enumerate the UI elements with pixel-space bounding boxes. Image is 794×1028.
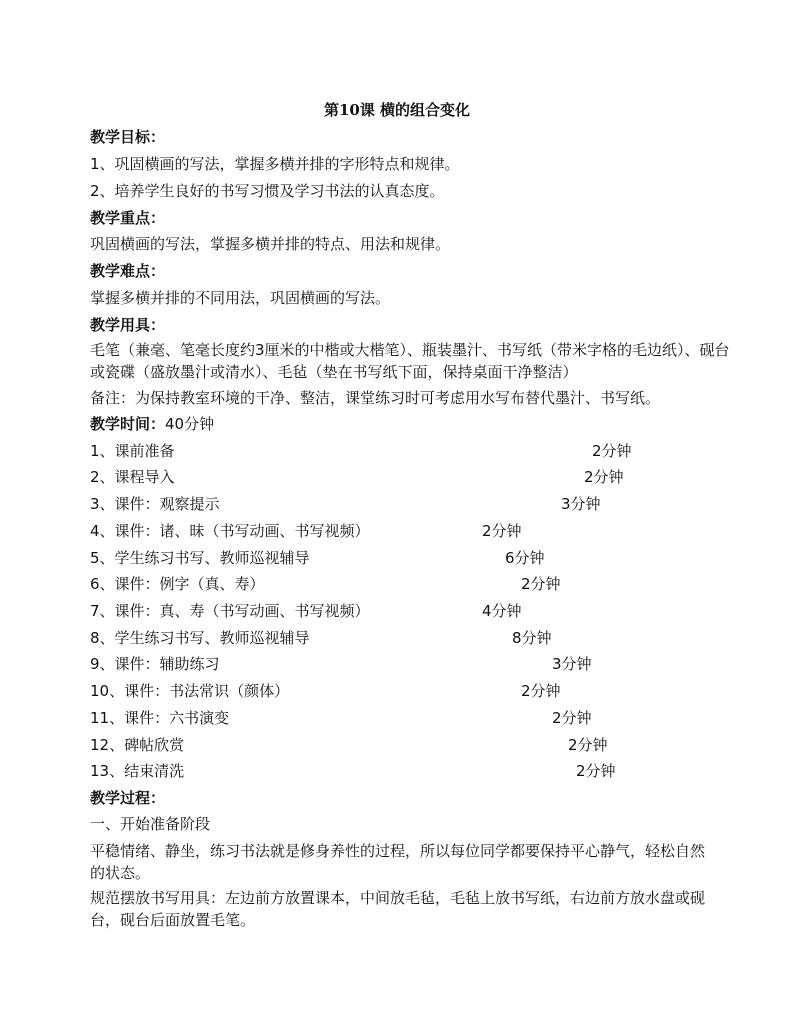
objective-item-1: 1、巩固横画的写法，掌握多横并排的字形特点和规律。 — [90, 155, 460, 173]
schedule-duration: 8分钟 — [512, 629, 552, 647]
schedule-duration: 2分钟 — [584, 468, 624, 486]
difficulties-heading: 教学难点： — [90, 262, 166, 280]
objective-item-2: 2、培养学生良好的书写习惯及学习书法的认真态度。 — [90, 182, 445, 200]
schedule-duration: 2分钟 — [568, 736, 608, 754]
schedule-step: 10、课件：书法常识（颜体） — [90, 682, 290, 700]
schedule-step: 11、课件：六书演变 — [90, 709, 230, 727]
schedule-duration: 2分钟 — [592, 442, 632, 460]
schedule-step: 5、学生练习书写、教师巡视辅导 — [90, 549, 310, 567]
time-line — [90, 415, 214, 433]
schedule-step: 8、学生练习书写、教师巡视辅导 — [90, 629, 310, 647]
schedule-duration: 3分钟 — [552, 655, 592, 673]
schedule-duration: 2分钟 — [482, 522, 522, 540]
time-heading: 教学时间： — [90, 415, 166, 433]
schedule-duration: 2分钟 — [576, 762, 616, 780]
time-value: 40分钟 — [165, 415, 215, 433]
schedule-duration: 3分钟 — [561, 495, 601, 513]
difficulties-text: 掌握多横并排的不同用法，巩固横画的写法。 — [90, 289, 391, 307]
schedule-step: 9、课件：辅助练习 — [90, 655, 220, 673]
process-stage-title: 一、开始准备阶段 — [90, 815, 211, 833]
schedule-step: 13、结束清洗 — [90, 762, 185, 780]
schedule-step: 3、课件：观察提示 — [90, 495, 220, 513]
key-points-text: 巩固横画的写法，掌握多横并排的特点、用法和规律。 — [90, 235, 451, 253]
schedule-duration: 2分钟 — [552, 709, 592, 727]
schedule-step: 7、课件：真、寿（书写动画、书写视频） — [90, 602, 370, 620]
schedule-step: 6、课件：例字（真、寿） — [90, 575, 265, 593]
process-heading: 教学过程： — [90, 789, 166, 807]
schedule-step: 12、碑帖欣赏 — [90, 736, 185, 754]
lesson-title: 第10课 横的组合变化 — [323, 101, 471, 119]
tools-note: 备注：为保持教室环境的干净、整洁，课堂练习时可考虑用水写布替代墨汁、书写纸。 — [90, 389, 661, 407]
tools-heading: 教学用具： — [90, 316, 166, 334]
schedule-duration: 2分钟 — [521, 682, 561, 700]
schedule-duration: 4分钟 — [482, 602, 522, 620]
schedule-duration: 6分钟 — [505, 549, 545, 567]
key-points-heading: 教学重点： — [90, 209, 166, 227]
objectives-heading: 教学目标： — [90, 128, 166, 146]
tools-text: 毛笔（兼毫、笔毫长度约3厘米的中楷或大楷笔）、瓶装墨汁、书写纸（带米字格的毛边纸）、砚台或瓷碟（盛放墨汁或清水）、毛毡（垫在书写纸下面，保持桌面干净整洁） — [90, 341, 730, 381]
process-paragraph: 规范摆放书写用具：左边前方放置课本，中间放毛毡，毛毡上放书写纸，右边前方放水盘或砚台，砚台后面放置毛笔。 — [90, 889, 706, 929]
schedule-duration: 2分钟 — [521, 575, 561, 593]
process-paragraph: 平稳情绪、静坐，练习书法就是修身养性的过程，所以每位同学都要保持平心静气，轻松自然的状态。 — [90, 842, 706, 882]
schedule-step: 2、课程导入 — [90, 468, 175, 486]
schedule-step: 4、课件：诸、昧（书写动画、书写视频） — [90, 522, 370, 540]
schedule-step: 1、课前准备 — [90, 442, 175, 460]
